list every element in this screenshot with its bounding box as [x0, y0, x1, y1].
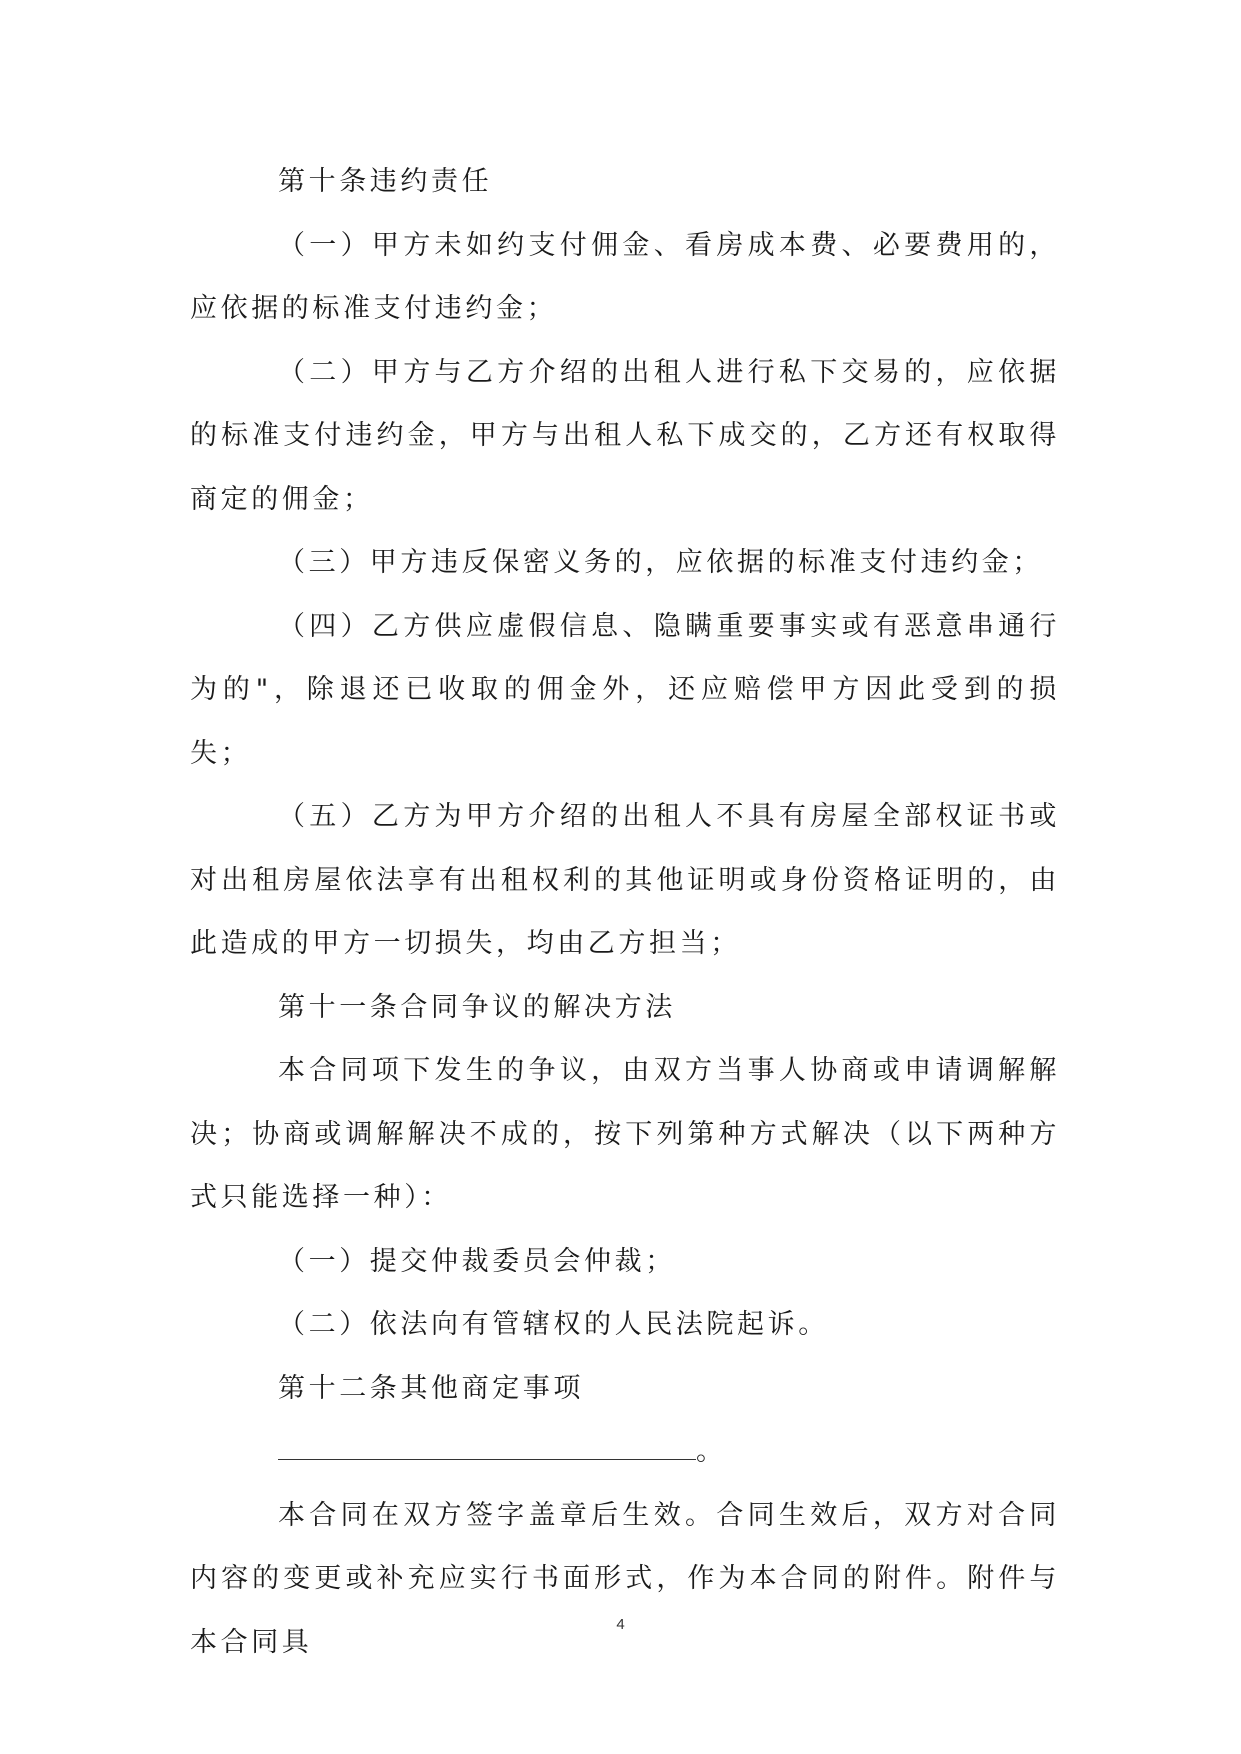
- closing-paragraph: 本合同在双方签字盖章后生效。合同生效后，双方对合同内容的变更或补充应实行书面形式，作为本合同的附件。附件与本合同具: [190, 1499, 1060, 1658]
- article-11-title: 第十一条合同争议的解决方法: [278, 991, 676, 1023]
- article-11-item-2: （二）依法向有管辖权的人民法院起诉。: [278, 1309, 829, 1340]
- article-10-title: 第十条违约责任: [278, 166, 493, 197]
- article-11-item-1: （一）提交仲裁委员会仲裁；: [278, 1245, 676, 1277]
- article-10-item-3: （三）甲方违反保密义务的，应依据的标准支付违约金；: [278, 547, 1043, 578]
- blank-line-period: 。: [696, 1436, 723, 1467]
- article-10-item-2: （二）甲方与乙方介绍的出租人进行私下交易的，应依据的标准支付违约金，甲方与出租人私下成交的，乙方还有权取得商定的佣金；: [190, 356, 1060, 515]
- article-11-body: 本合同项下发生的争议，由双方当事人协商或申请调解解决；协商或调解解决不成的，按下列第种方式解决（以下两种方式只能选择一种）：: [190, 1055, 1060, 1213]
- article-10-item-5: （五）乙方为甲方介绍的出租人不具有房屋全部权证书或对出租房屋依法享有出租权利的其他证明或身份资格证明的，由此造成的甲方一切损失，均由乙方担当；: [190, 801, 1060, 959]
- article-12-title: 第十二条其他商定事项: [278, 1372, 584, 1404]
- article-10-item-4: （四）乙方供应虚假信息、隐瞒重要事实或有恶意串通行为的"，除退还已收取的佣金外，还应赔偿甲方因此受到的损失；: [190, 610, 1060, 769]
- page-number: 4: [616, 1616, 625, 1633]
- fill-in-blank-line: [190, 1420, 1060, 1484]
- article-10-item-1: （一）甲方未如约支付佣金、看房成本费、必要费用的，应依据的标准支付违约金；: [190, 229, 1060, 324]
- document-body: [190, 150, 1060, 1674]
- blank-underline: [278, 1427, 696, 1460]
